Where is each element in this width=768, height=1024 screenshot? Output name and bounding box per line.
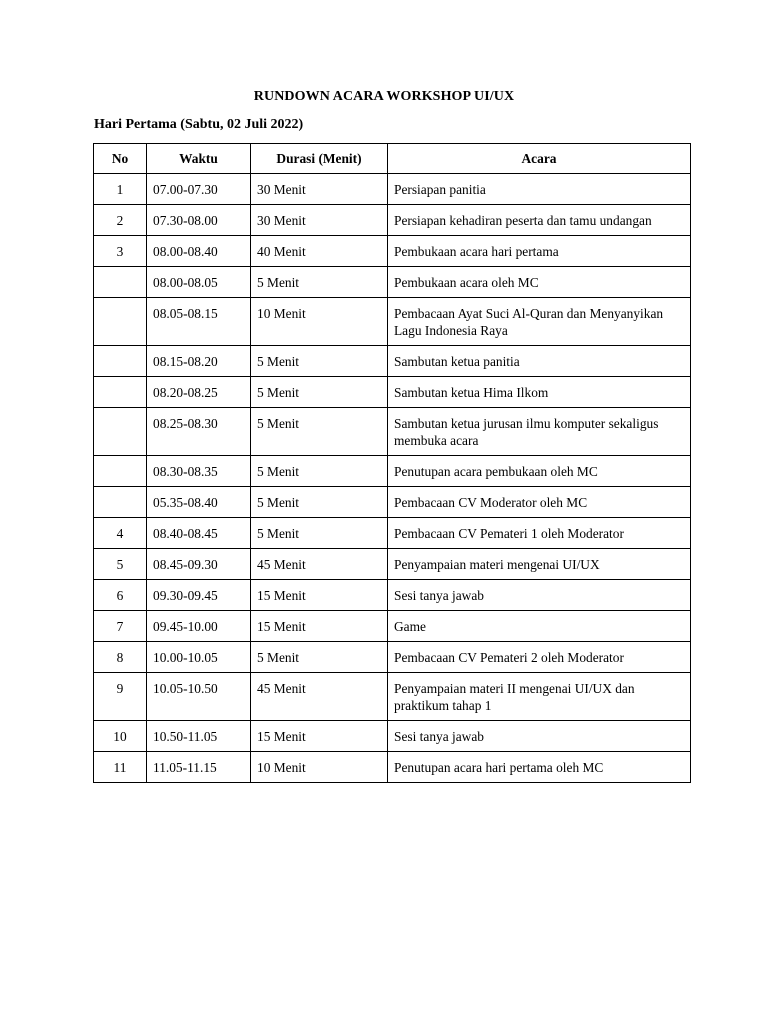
table-row [94,673,691,721]
cell-activity: Pembacaan CV Moderator oleh MC [388,487,691,518]
cell-no: 1 [94,174,147,205]
cell-time: 11.05-11.15 [147,752,251,783]
cell-time: 07.00-07.30 [147,174,251,205]
table-row [94,721,691,752]
cell-time: 08.00-08.40 [147,236,251,267]
cell-no: 11 [94,752,147,783]
table-row [94,267,691,298]
cell-no [94,267,147,298]
cell-duration: 45 Menit [251,549,388,580]
cell-activity: Penutupan acara hari pertama oleh MC [388,752,691,783]
cell-duration: 40 Menit [251,236,388,267]
cell-duration: 5 Menit [251,487,388,518]
table-header [94,144,691,174]
cell-activity: Pembacaan CV Pemateri 2 oleh Moderator [388,642,691,673]
cell-activity: Penutupan acara pembukaan oleh MC [388,456,691,487]
cell-duration: 45 Menit [251,673,388,721]
cell-no [94,408,147,456]
table-body [94,174,691,783]
cell-duration: 5 Menit [251,267,388,298]
cell-time: 08.00-08.05 [147,267,251,298]
cell-duration: 30 Menit [251,205,388,236]
table-row [94,298,691,346]
cell-no: 10 [94,721,147,752]
cell-duration: 5 Menit [251,518,388,549]
cell-activity: Pembukaan acara hari pertama [388,236,691,267]
cell-activity: Sambutan ketua jurusan ilmu komputer sekaligus membuka acara [388,408,691,456]
header-no: No [94,144,147,174]
table-row [94,456,691,487]
table-row [94,487,691,518]
cell-activity: Persiapan kehadiran peserta dan tamu undangan [388,205,691,236]
cell-no [94,298,147,346]
cell-activity: Sambutan ketua panitia [388,346,691,377]
cell-duration: 5 Menit [251,642,388,673]
cell-duration: 15 Menit [251,611,388,642]
cell-time: 08.15-08.20 [147,346,251,377]
cell-time: 10.05-10.50 [147,673,251,721]
cell-time: 07.30-08.00 [147,205,251,236]
cell-time: 08.45-09.30 [147,549,251,580]
rundown-table [93,143,691,783]
cell-activity: Sesi tanya jawab [388,580,691,611]
table-row [94,174,691,205]
cell-duration: 10 Menit [251,752,388,783]
table-row [94,346,691,377]
cell-time: 10.00-10.05 [147,642,251,673]
cell-duration: 5 Menit [251,377,388,408]
table-row [94,549,691,580]
cell-duration: 5 Menit [251,456,388,487]
cell-no: 3 [94,236,147,267]
cell-time: 05.35-08.40 [147,487,251,518]
document-title: RUNDOWN ACARA WORKSHOP UI/UX [253,89,515,104]
cell-no [94,377,147,408]
cell-no [94,456,147,487]
table-row [94,377,691,408]
table-row [94,752,691,783]
cell-activity: Penyampaian materi II mengenai UI/UX dan praktikum tahap 1 [388,673,691,721]
cell-no: 7 [94,611,147,642]
cell-time: 08.05-08.15 [147,298,251,346]
cell-activity: Pembacaan CV Pemateri 1 oleh Moderator [388,518,691,549]
cell-no: 2 [94,205,147,236]
cell-duration: 30 Menit [251,174,388,205]
cell-time: 08.30-08.35 [147,456,251,487]
cell-activity: Sambutan ketua Hima Ilkom [388,377,691,408]
cell-activity: Persiapan panitia [388,174,691,205]
day-heading: Hari Pertama (Sabtu, 02 Juli 2022) [94,117,304,132]
header-row [94,144,691,174]
cell-no [94,487,147,518]
cell-no: 5 [94,549,147,580]
cell-duration: 15 Menit [251,580,388,611]
table-row [94,642,691,673]
cell-no [94,346,147,377]
header-duration: Durasi (Menit) [251,144,388,174]
table-row [94,205,691,236]
cell-time: 08.20-08.25 [147,377,251,408]
cell-time: 08.40-08.45 [147,518,251,549]
header-time: Waktu [147,144,251,174]
header-activity: Acara [388,144,691,174]
cell-no: 8 [94,642,147,673]
cell-no: 4 [94,518,147,549]
cell-duration: 15 Menit [251,721,388,752]
cell-duration: 5 Menit [251,346,388,377]
cell-time: 09.45-10.00 [147,611,251,642]
cell-time: 08.25-08.30 [147,408,251,456]
table-row [94,611,691,642]
table-row [94,518,691,549]
cell-activity: Pembukaan acara oleh MC [388,267,691,298]
cell-time: 09.30-09.45 [147,580,251,611]
cell-no: 9 [94,673,147,721]
table-row [94,408,691,456]
cell-activity: Sesi tanya jawab [388,721,691,752]
cell-activity: Penyampaian materi mengenai UI/UX [388,549,691,580]
cell-activity: Game [388,611,691,642]
cell-activity: Pembacaan Ayat Suci Al-Quran dan Menyanyikan Lagu Indonesia Raya [388,298,691,346]
cell-time: 10.50-11.05 [147,721,251,752]
cell-no: 6 [94,580,147,611]
table-row [94,580,691,611]
cell-duration: 5 Menit [251,408,388,456]
cell-duration: 10 Menit [251,298,388,346]
table-row [94,236,691,267]
